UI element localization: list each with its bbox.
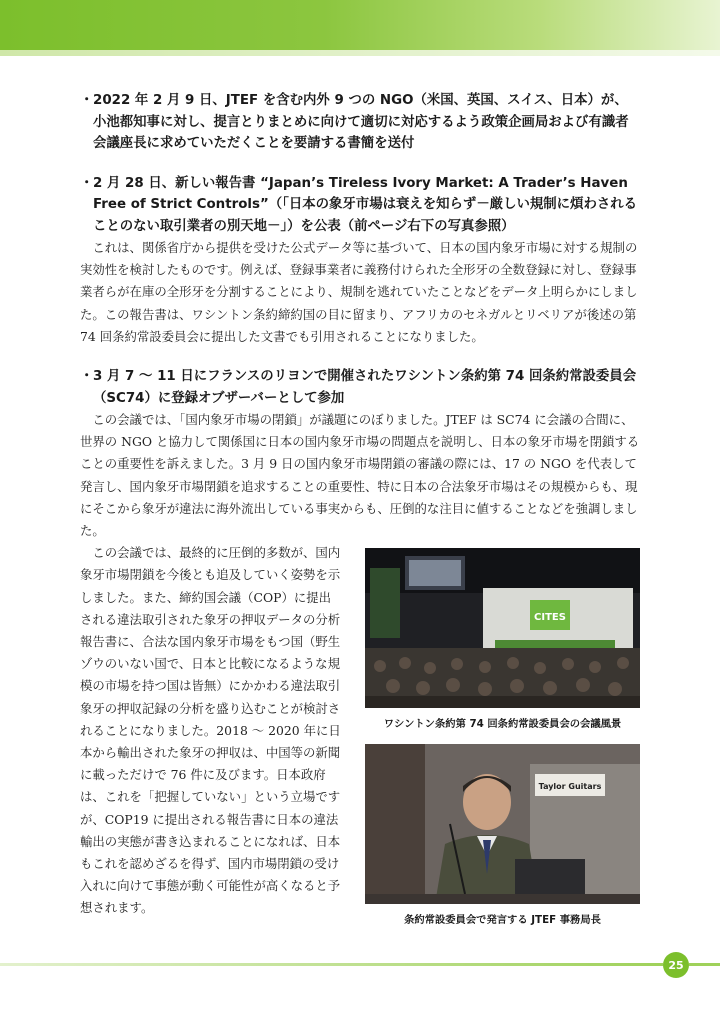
name-plate-text: Taylor Guitars bbox=[538, 782, 602, 792]
footer-rule bbox=[0, 963, 663, 966]
cites-logo-text: CITES bbox=[534, 612, 566, 624]
director-photo-caption: 条約常設委員会で発言する JTEF 事務局長 bbox=[404, 914, 601, 927]
director-speaking-photo bbox=[365, 744, 640, 904]
header-band bbox=[0, 0, 720, 50]
footer-rule-right bbox=[689, 963, 720, 966]
bullet-item-sc74: ・3 月 7 ～ 11 日にフランスのリヨンで開催されたワシントン条約第 74 回条約常設委員会（SC74）に登録オブザーバーとして参加 bbox=[80, 369, 637, 406]
bullet-item-letter: ・2022 年 2 月 9 日、JTEF を含む内外 9 つの NGO（米国、英国、スイス、日本）が、小池都知事に対し、提言とりまとめに向けて適切に対応するよう政策企画局および有識者会議座長に求めていただくことを要請する書簡を送付 bbox=[80, 93, 629, 151]
bullet-item-report: ・2 月 28 日、新しい報告書 “Japan’s Tireless Ivory Market: A Trader’s Haven Free of Strict Controls”（「日本の象牙市場は衰えを知らず－厳しい規制に煩わされることのない取引業者の別天地－」）を公表（前ページ右下の写真参照） bbox=[80, 175, 638, 234]
page-number-badge: 25 bbox=[663, 952, 689, 978]
conference-photo-caption: ワシントン条約第 74 回条約常設委員会の会議風景 bbox=[383, 718, 622, 731]
text-with-photos bbox=[80, 542, 640, 942]
report-description: これは、関係省庁から提供を受けた公式データ等に基づいて、日本の国内象牙市場に対する規制の実効性を検討したものです。例えば、登録事業者に義務付けられた全形牙の全数登録に対し、登録事業者らが在庫の全形牙を分割することにより、規制を逃れていたことなどをデータ上明らかにしました。この報告書は、ワシントン条約締約国の目に留まり、アフリカのセネガルとリベリアが後述の第 74 回条約常設委員会に提出した文書でも引用されることになりました。 bbox=[80, 240, 638, 344]
photo-column bbox=[365, 548, 640, 940]
page-content bbox=[80, 90, 640, 942]
conference-hall-photo bbox=[365, 548, 640, 708]
sc74-description: この会議では、「国内象牙市場の閉鎖」が議題にのぼりました。JTEF は SC74 に会議の合間に、世界の NGO と協力して関係国に日本の国内象牙市場の問題点を説明し、日本の象牙市場を閉鎖することの重要性を訴えました。3 月 9 日の国内象牙市場閉鎖の審議の際には、17 の NGO を代表して発言し、国内象牙市場閉鎖を追求することの重要性、特に日本の合法象牙市場はその規模からも、現にそこから象牙が違法に海外流出している事実からも、圧倒的な注目に値することなどを強調しました。 bbox=[80, 412, 640, 539]
sc74-outcome-text: この会議では、最終的に圧倒的多数が、国内象牙市場閉鎖を今後とも追及していく姿勢を示しました。また、締約国会議（COP）に提出される違法取引された象牙の押収データの分析報告書に、合法な国内象牙市場をもつ国（野生ゾウのいない国で、日本と比較になるような規模の市場を持つ国は皆無）にかかわる違法取引象牙の押収記録の分析を盛り込むことが検討されることになりました。2018 ～ 2020 年に日本から輸出された象牙の押収は、中国等の新聞に載っただけで 76 件に及びます。日本政府は、これを「把握していない」という立場ですが、COP19 に提出される報告書に日本の違法輸出の実態が書き込まれることになれば、日本もこれを認めざるを得ず、国内市場閉鎖の受け入れに向けて事態が動く可能性が高くなると予想されます。 bbox=[80, 545, 341, 916]
